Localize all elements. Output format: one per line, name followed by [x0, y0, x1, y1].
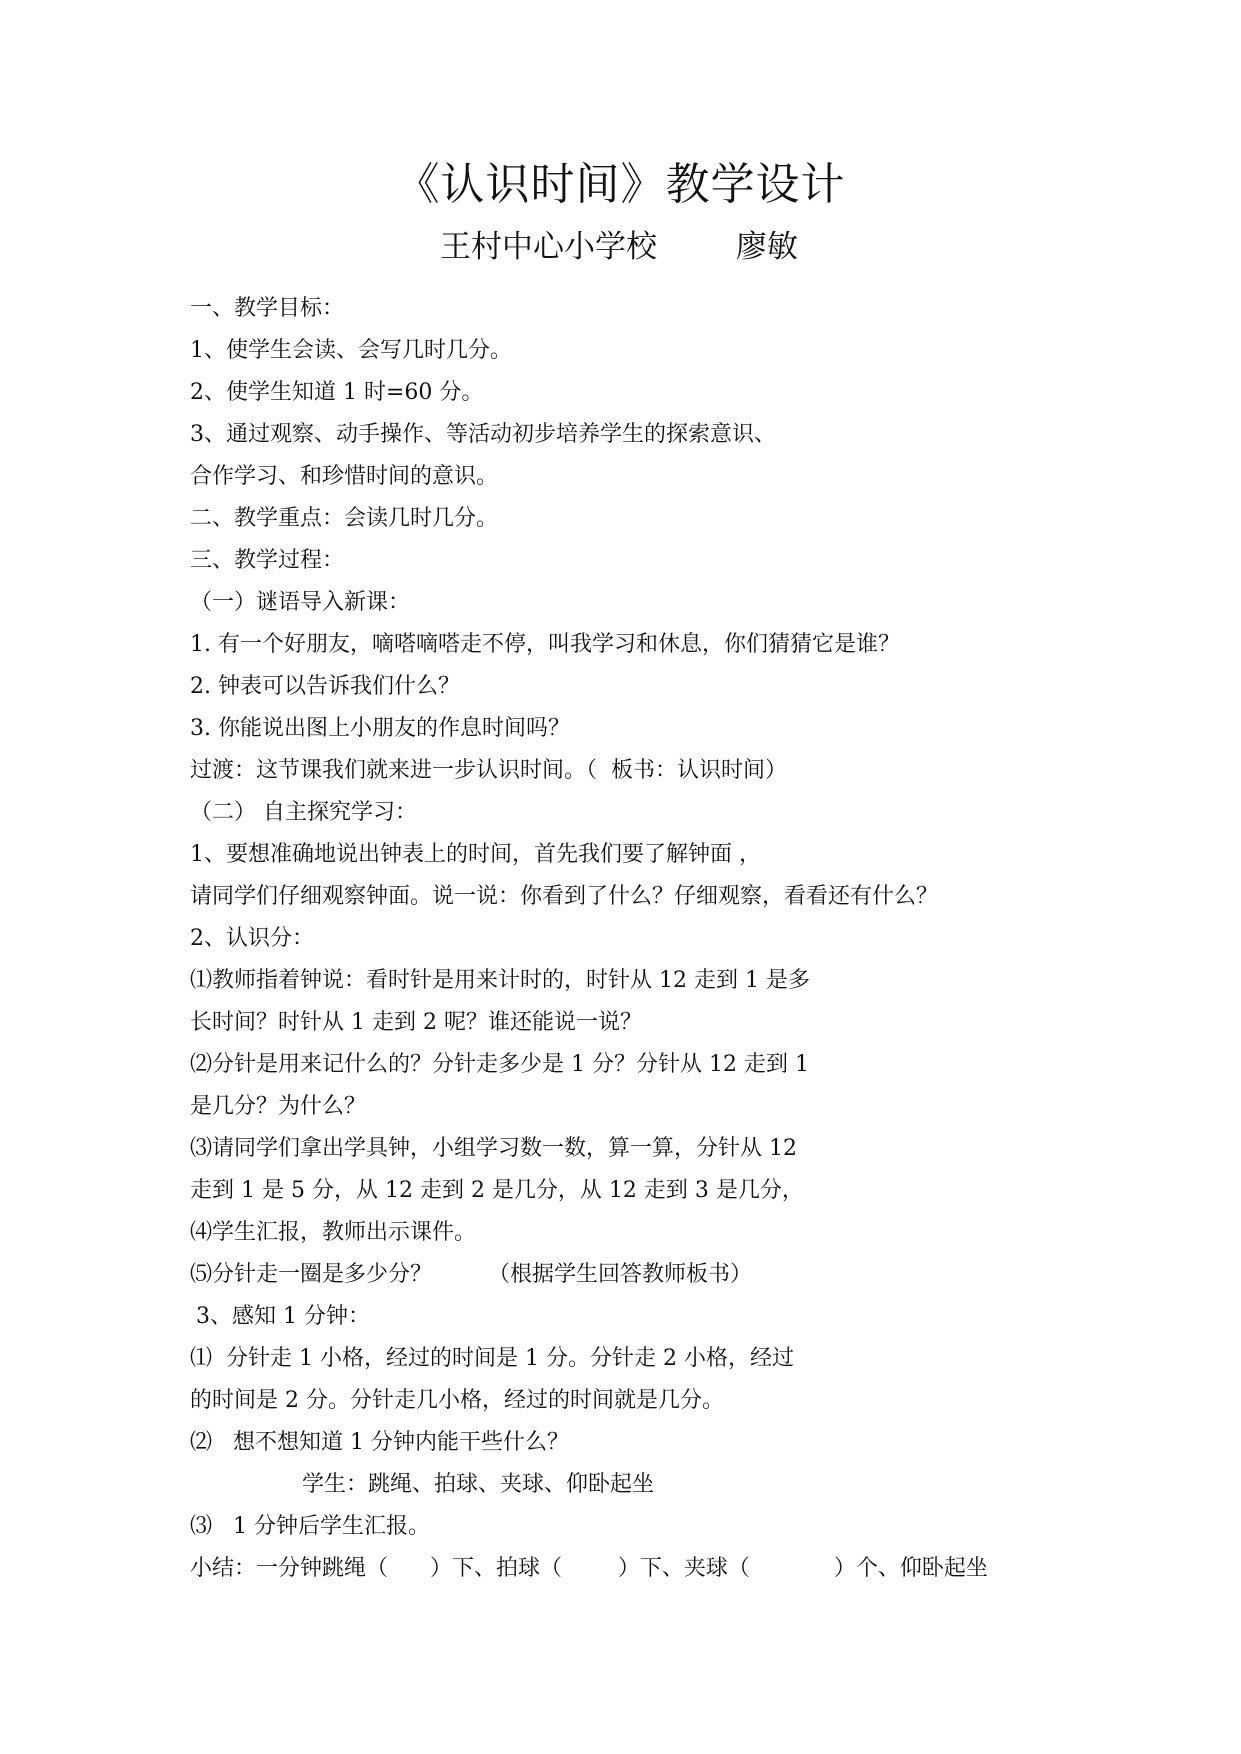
- section-heading: 二、教学重点：会读几时几分。: [190, 506, 499, 531]
- paragraph-line: ⑵ 想不想知道 1 分钟内能干些什么？: [190, 1430, 569, 1455]
- paragraph-line: ⑶请同学们拿出学具钟，小组学习数一数，算一算，分针从 12: [190, 1136, 797, 1161]
- paragraph-line: ⑵分针是用来记什么的？分针走多少是 1 分？分针从 12 走到 1: [190, 1052, 809, 1077]
- paragraph-line: ⑴教师指着钟说：看时针是用来计时的，时针从 12 走到 1 是多: [190, 968, 810, 993]
- paragraph-line: 合作学习、和珍惜时间的意识。: [190, 464, 499, 489]
- paragraph-line: 长时间？时针从 1 走到 2 呢？谁还能说一说？: [190, 1010, 642, 1035]
- paragraph-line: ⑶ 1 分钟后学生汇报。: [190, 1514, 430, 1539]
- author-line: 王村中心小学校 廖敏: [440, 229, 798, 265]
- paragraph-line: 1、要想准确地说出钟表上的时间，首先我们要了解钟面 ，: [190, 842, 761, 867]
- subsection-heading: （二） 自主探究学习：: [190, 800, 417, 825]
- paragraph-line: 3. 你能说出图上小朋友的作息时间吗？: [190, 716, 570, 741]
- subsection-heading: （一）谜语导入新课：: [190, 590, 411, 615]
- paragraph-line: 过渡：这节课我们就来进一步认识时间。（ 板书：认识时间）: [190, 758, 787, 783]
- paragraph-line: 是几分？为什么？: [190, 1094, 367, 1119]
- section-heading: 一、教学目标：: [190, 296, 345, 321]
- paragraph-line: 小结：一分钟跳绳（ ）下、拍球（ ）下、夹球（ ）个、仰卧起坐: [190, 1556, 988, 1581]
- document-body: [190, 288, 1090, 1590]
- paragraph-line: 走到 1 是 5 分，从 12 走到 2 是几分，从 12 走到 3 是几分，: [190, 1178, 804, 1203]
- paragraph-line: ⑸分针走一圈是多少分？ （根据学生回答教师板书）: [190, 1262, 752, 1287]
- paragraph-line: 请同学们仔细观察钟面。说一说：你看到了什么？仔细观察，看看还有什么？: [190, 884, 939, 909]
- section-heading: 三、教学过程：: [190, 548, 345, 573]
- paragraph-line: 的时间是 2 分。分针走几小格，经过的时间就是几分。: [190, 1388, 724, 1413]
- paragraph-line: 2、认识分：: [190, 926, 314, 951]
- paragraph-line: 3、通过观察、动手操作、等活动初步培养学生的探索意识、: [190, 422, 776, 447]
- paragraph-line: 1、使学生会读、会写几时几分。: [190, 338, 512, 363]
- paragraph-line: 1. 有一个好朋友，嘀嗒嘀嗒走不停，叫我学习和休息，你们猜猜它是谁？: [190, 632, 900, 657]
- paragraph-line: ⑴ 分针走 1 小格，经过的时间是 1 分。分针走 2 小格，经过: [190, 1346, 794, 1371]
- paragraph-line: 2. 钟表可以告诉我们什么？: [190, 674, 460, 699]
- paragraph-line: 3、感知 1 分钟：: [196, 1304, 370, 1329]
- paragraph-line: 2、使学生知道 1 时=60 分。: [190, 380, 484, 405]
- document-title: 《认识时间》教学设计: [395, 159, 846, 210]
- paragraph-line: 学生：跳绳、拍球、夹球、仰卧起坐: [302, 1472, 655, 1497]
- paragraph-line: ⑷学生汇报，教师出示课件。: [190, 1220, 477, 1245]
